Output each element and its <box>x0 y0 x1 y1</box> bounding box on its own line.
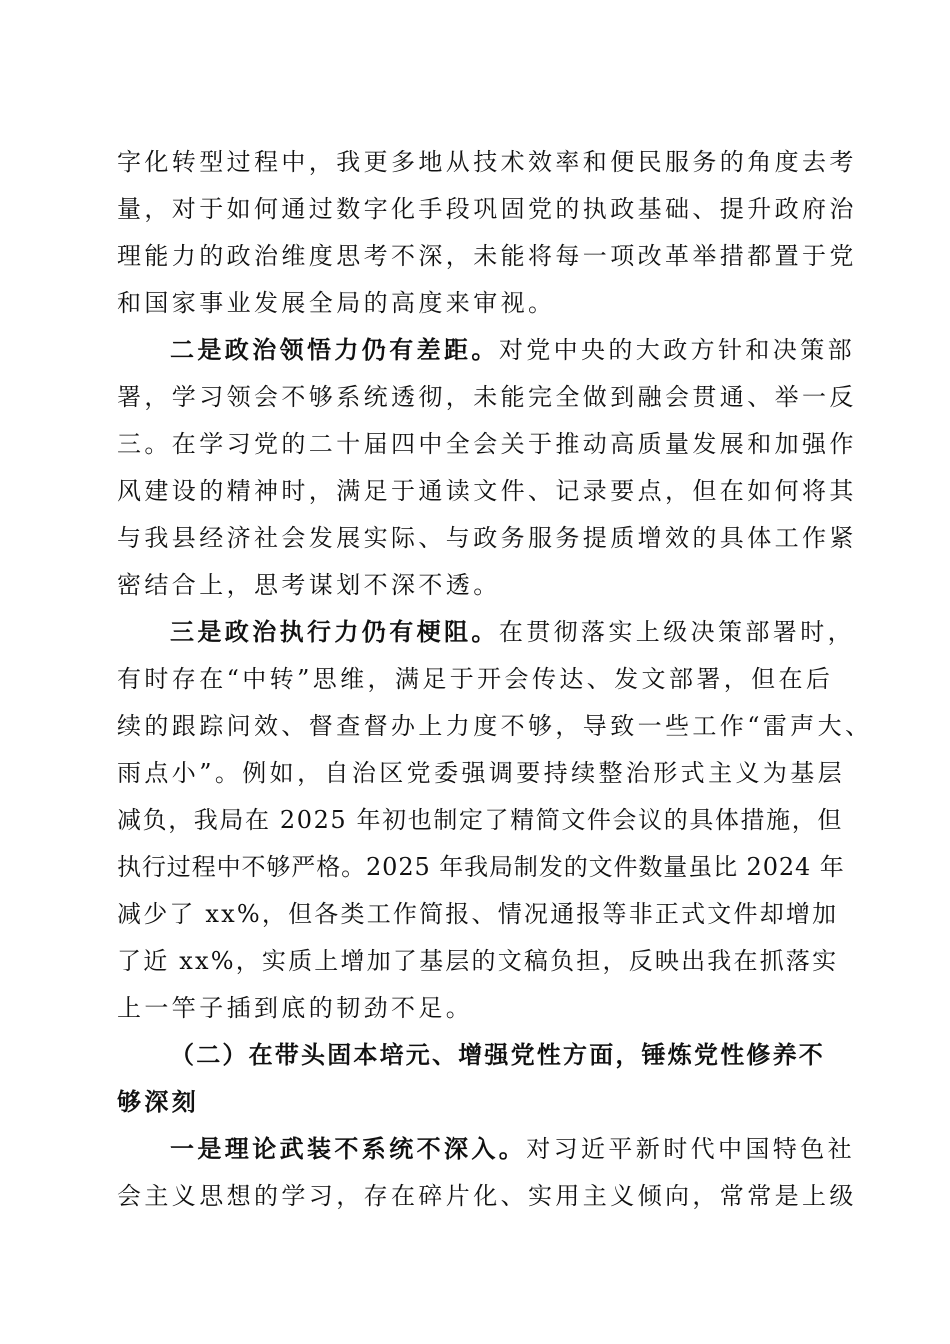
text-line: 和国家事业发展全局的高度来审视。 <box>117 289 556 317</box>
text-line: 执行过程中不够严格。2025 年我局制发的文件数量虽比 2024 年 <box>117 853 845 881</box>
paragraph-text: 对习近平新时代中国特色社 <box>526 1135 856 1163</box>
paragraph-lead: 三是政治执行力仍有梗阻。 <box>170 617 499 646</box>
paragraph-first-line <box>170 1133 856 1165</box>
text-line: 风建设的精神时，满足于通读文件、记录要点，但在如何将其 <box>117 477 857 505</box>
paragraph-first-line <box>170 616 856 648</box>
paragraph-text: 在贯彻落实上级决策部署时， <box>498 618 856 646</box>
text-line: 三。在学习党的二十届四中全会关于推动高质量发展和加强作 <box>117 430 857 458</box>
text-line: 减负，我局在 2025 年初也制定了精简文件会议的具体措施，但 <box>117 806 843 834</box>
text-line: 上一竿子插到底的韧劲不足。 <box>117 994 474 1022</box>
text-line: 署，学习领会不够系统透彻，未能完全做到融会贯通、举一反 <box>117 383 857 411</box>
text-line: 字化转型过程中，我更多地从技术效率和便民服务的角度去考 <box>117 148 857 176</box>
text-line: 减少了 xx%，但各类工作简报、情况通报等非正式文件却增加 <box>117 900 839 928</box>
paragraph-first-line <box>170 334 856 366</box>
section-heading-continued: 够深刻 <box>117 1087 200 1116</box>
text-line: 续的跟踪问效、督查督办上力度不够，导致一些工作“雷声大、 <box>117 712 873 740</box>
text-line: 雨点小”。例如，自治区党委强调要持续整治形式主义为基层 <box>117 759 846 787</box>
text-line: 量，对于如何通过数字化手段巩固党的执政基础、提升政府治 <box>117 195 857 223</box>
section-heading: （二）在带头固本培元、增强党性方面，锤炼党性修养不 <box>170 1040 825 1069</box>
text-line: 了近 xx%，实质上增加了基层的文稿负担，反映出我在抓落实 <box>117 947 839 975</box>
text-line: 理能力的政治维度思考不深，未能将每一项改革举措都置于党 <box>117 242 857 270</box>
paragraph-text: 对党中央的大政方针和决策部 <box>498 336 856 364</box>
text-line: 密结合上，思考谋划不深不透。 <box>117 571 501 599</box>
paragraph-lead: 一是理论武装不系统不深入。 <box>170 1134 527 1163</box>
text-line: 有时存在“中转”思维，满足于开会传达、发文部署，但在后 <box>117 665 834 693</box>
text-line: 会主义思想的学习，存在碎片化、实用主义倾向，常常是上级 <box>117 1182 857 1210</box>
text-line: 与我县经济社会发展实际、与政务服务提质增效的具体工作紧 <box>117 524 857 552</box>
paragraph-lead: 二是政治领悟力仍有差距。 <box>170 335 499 364</box>
